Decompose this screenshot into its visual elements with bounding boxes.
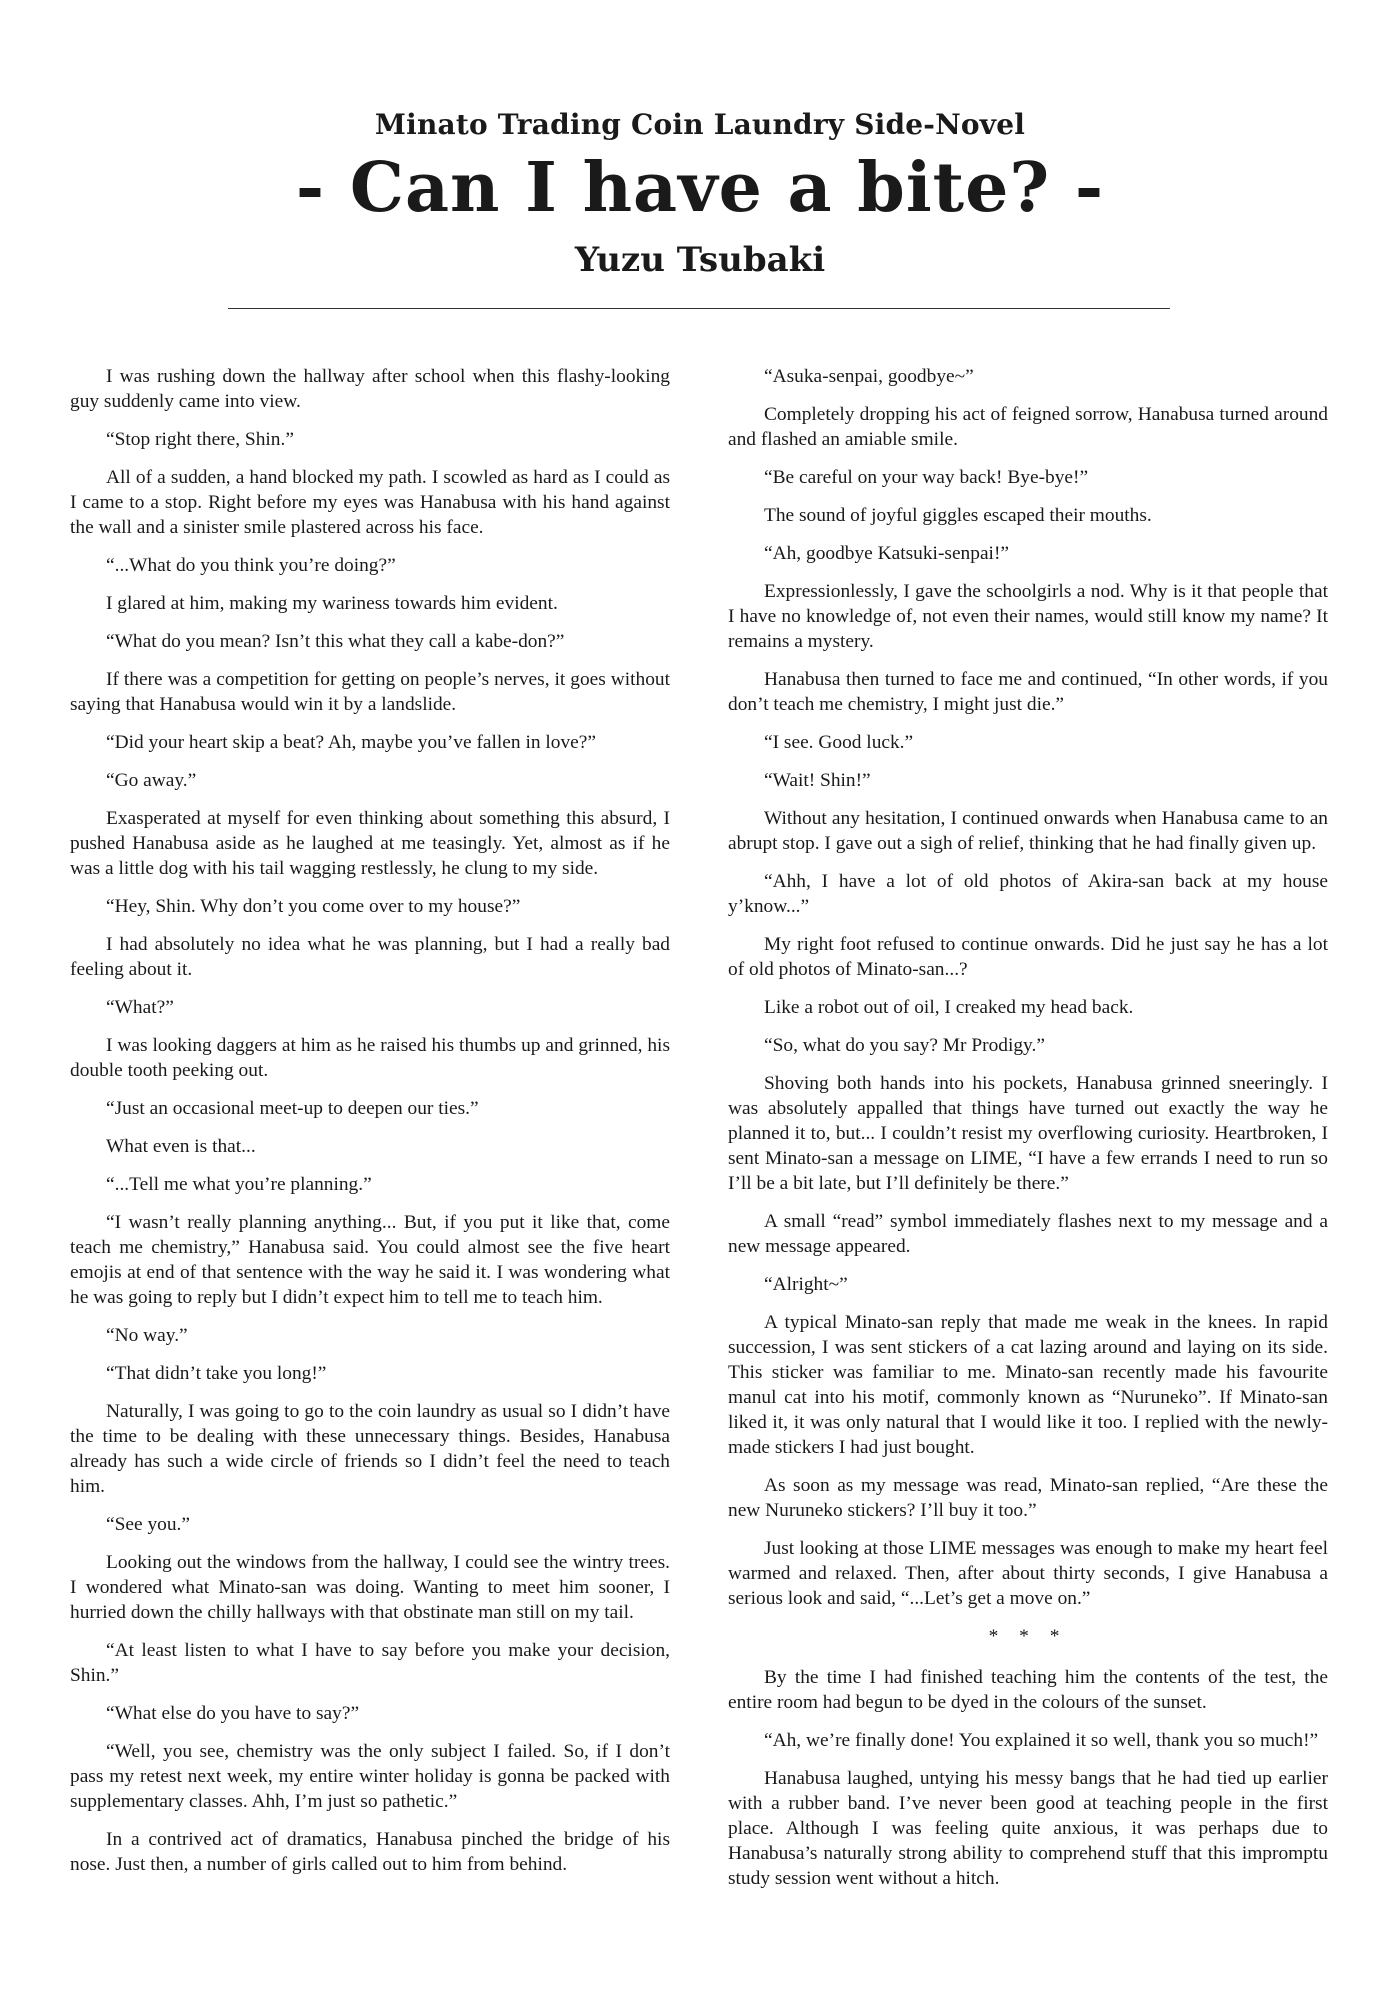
paragraph: In a contrived act of dramatics, Hanabusa pinched the bridge of his nose. Just then, a number of girls called out to him from behind. <box>70 1829 670 1875</box>
paragraph: “Go away.” <box>106 770 197 791</box>
paragraph: By the time I had finished teaching him the contents of the test, the entire room had begun to be dyed in the colours of the sunset. <box>728 1667 1328 1713</box>
paragraph: “Did your heart skip a beat? Ah, maybe you’ve fallen in love?” <box>106 732 596 753</box>
paragraph: “What else do you have to say?” <box>106 1703 360 1724</box>
paragraph: “At least listen to what I have to say before you make your decision, Shin.” <box>70 1640 670 1686</box>
paragraph: All of a sudden, a hand blocked my path. I scowled as hard as I could as I came to a stop. Right before my eyes was Hanabusa with his hand against the wall and a sinister smile plastered across his face. <box>70 467 670 538</box>
paragraph: “That didn’t take you long!” <box>106 1363 327 1384</box>
paragraph: “Hey, Shin. Why don’t you come over to my house?” <box>106 896 521 917</box>
paragraph: A small “read” symbol immediately flashes next to my message and a new message appeared. <box>728 1211 1328 1257</box>
paragraph: “So, what do you say? Mr Prodigy.” <box>764 1035 1045 1056</box>
paragraph: “...Tell me what you’re planning.” <box>106 1174 372 1195</box>
paragraph: Looking out the windows from the hallway, I could see the wintry trees. I wondered what Minato-san was doing. Wanting to meet him sooner, I hurried down the chilly hallways with that obstinate man still on my tail. <box>70 1552 670 1623</box>
paragraph: I glared at him, making my wariness towards him evident. <box>106 593 558 614</box>
paragraph: “Asuka-senpai, goodbye~” <box>764 366 974 387</box>
paragraph: Naturally, I was going to go to the coin laundry as usual so I didn’t have the time to be dealing with these unnecessary things. Besides, Hanabusa already has such a wide circle of friends so I didn’t feel the need to teach him. <box>70 1401 670 1497</box>
paragraph: Without any hesitation, I continued onwards when Hanabusa came to an abrupt stop. I gave out a sigh of relief, thinking that he had finally given up. <box>728 808 1328 854</box>
paragraph: Completely dropping his act of feigned sorrow, Hanabusa turned around and flashed an amiable smile. <box>728 404 1328 450</box>
paragraph: I was rushing down the hallway after school when this flashy-looking guy suddenly came into view. <box>70 366 670 412</box>
paragraph: Just looking at those LIME messages was enough to make my heart feel warmed and relaxed. Then, after about thirty seconds, I give Hanabusa a serious look and said, “...Let’s get a move on.” <box>728 1538 1328 1609</box>
paragraph: My right foot refused to continue onwards. Did he just say he has a lot of old photos of Minato-san...? <box>728 934 1328 980</box>
series-heading: Minato Trading Coin Laundry Side-Novel <box>374 108 1026 141</box>
paragraph: Shoving both hands into his pockets, Hanabusa grinned sneeringly. I was absolutely appalled that things have turned out exactly the way he planned it to, but... I couldn’t resist my overflowing curiosity. Heartbroken, I sent Minato-san a message on LIME, “I have a few errands I need to run so I’ll be a bit late, but I’ll definitely be there.” <box>728 1073 1328 1194</box>
story-title: - Can I have a bite? - <box>295 148 1105 228</box>
paragraph: “Be careful on your way back! Bye-bye!” <box>764 467 1089 488</box>
paragraph: “What do you mean? Isn’t this what they call a kabe-don?” <box>106 631 565 652</box>
paragraph: Exasperated at myself for even thinking about something this absurd, I pushed Hanabusa aside as he laughed at me teasingly. Yet, almost as if he was a little dog with his tail wagging restlessly, he clung to my side. <box>70 808 670 879</box>
paragraph: The sound of joyful giggles escaped their mouths. <box>764 505 1152 526</box>
paragraph: What even is that... <box>106 1136 256 1157</box>
paragraph: “Just an occasional meet-up to deepen our ties.” <box>106 1098 479 1119</box>
paragraph: “Well, you see, chemistry was the only subject I failed. So, if I don’t pass my retest next week, my entire winter holiday is gonna be packed with supplementary classes. Ahh, I’m just so pathetic.” <box>70 1741 670 1812</box>
paragraph: “Ah, we’re finally done! You explained it so well, thank you so much!” <box>764 1730 1319 1751</box>
title-divider <box>228 308 1170 309</box>
paragraph: A typical Minato-san reply that made me weak in the knees. In rapid succession, I was sent stickers of a cat lazing around and laying on its side. This sticker was familiar to me. Minato-san recently made his favourite manul cat into his motif, commonly known as “Nuruneko”. If Minato-san liked it, it was only natural that I would like it too. I replied with the newly-made stickers I had just bought. <box>728 1312 1328 1458</box>
paragraph: Like a robot out of oil, I creaked my head back. <box>764 997 1134 1018</box>
paragraph: “Ah, goodbye Katsuki-senpai!” <box>764 543 1010 564</box>
author-name: Yuzu Tsubaki <box>574 240 826 280</box>
paragraph: “Alright~” <box>764 1274 848 1295</box>
paragraph: “No way.” <box>106 1325 188 1346</box>
left-text-column <box>70 364 670 1890</box>
paragraph: “I see. Good luck.” <box>764 732 914 753</box>
paragraph: “Wait! Shin!” <box>764 770 871 791</box>
paragraph: “What?” <box>106 997 174 1018</box>
paragraph: “I wasn’t really planning anything... But, if you put it like that, come teach me chemistry,” Hanabusa said. You could almost see the five heart emojis at end of that sentence with the way he said it. I was wondering what he was going to reply but I didn’t expect him to tell me to teach him. <box>70 1212 670 1308</box>
paragraph: “...What do you think you’re doing?” <box>106 555 396 576</box>
paragraph: Expressionlessly, I gave the schoolgirls a nod. Why is it that people that I have no knowledge of, not even their names, would still know my name? It remains a mystery. <box>728 581 1328 652</box>
right-text-column <box>728 364 1328 1904</box>
paragraph: If there was a competition for getting on people’s nerves, it goes without saying that Hanabusa would win it by a landslide. <box>70 669 670 715</box>
paragraph: I was looking daggers at him as he raised his thumbs up and grinned, his double tooth peeking out. <box>70 1035 670 1081</box>
paragraph: “Ahh, I have a lot of old photos of Akira-san back at my house y’know...” <box>728 871 1328 917</box>
paragraph: I had absolutely no idea what he was planning, but I had a really bad feeling about it. <box>70 934 670 980</box>
paragraph: “See you.” <box>106 1514 190 1535</box>
paragraph: Hanabusa then turned to face me and continued, “In other words, if you don’t teach me chemistry, I might just die.” <box>728 669 1328 715</box>
paragraph: Hanabusa laughed, untying his messy bangs that he had tied up earlier with a rubber band. I’ve never been good at teaching people in the first place. Although I was feeling quite anxious, it was perhaps due to Hanabusa’s naturally strong ability to comprehend stuff that this impromptu study session went without a hitch. <box>728 1768 1328 1889</box>
paragraph: As soon as my message was read, Minato-san replied, “Are these the new Nuruneko stickers? I’ll buy it too.” <box>728 1475 1328 1521</box>
section-break: * * * <box>988 1626 1068 1647</box>
paragraph: “Stop right there, Shin.” <box>106 429 294 450</box>
